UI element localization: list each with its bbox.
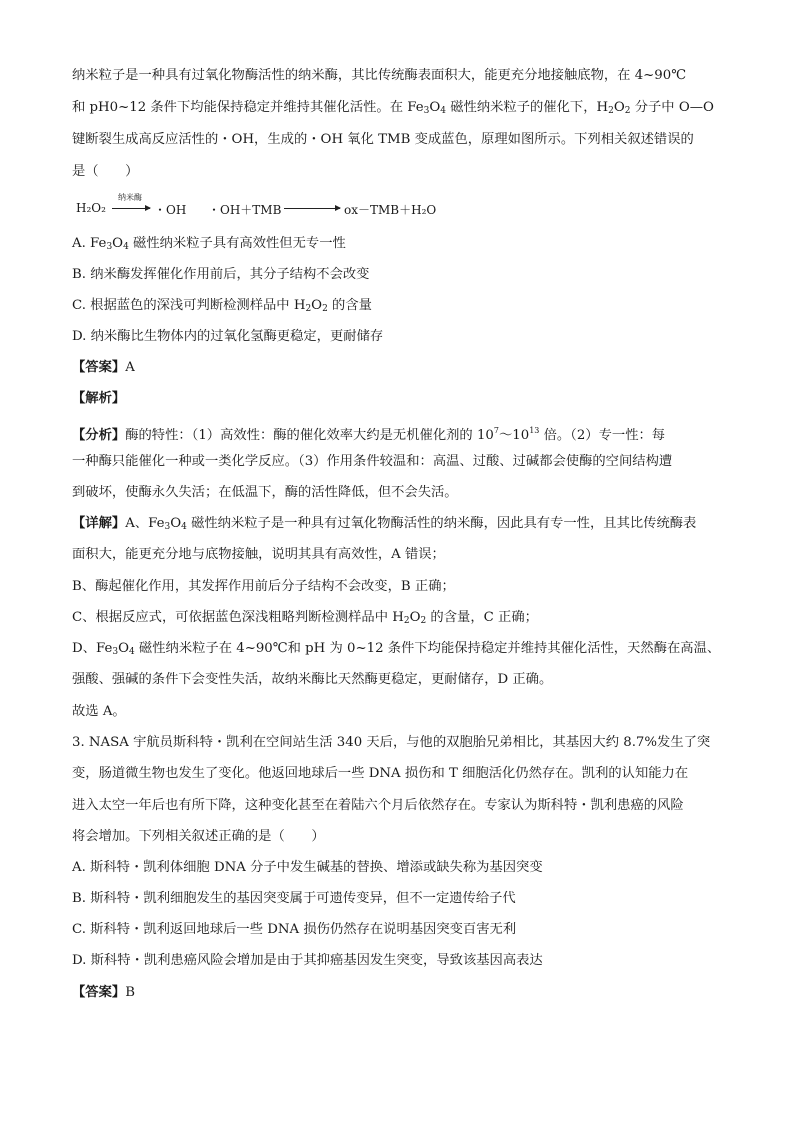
analysis-line-2: 一种酶只能催化一种或一类化学反应。（3）作用条件较温和：高温、过酸、过碱都会使酶的空间结构遭 [72, 454, 673, 469]
q3-stem-line-1: 3. NASA 宇航员斯科特・凯利在空间站生活 340 天后，与他的双胞胎兄弟相比，其基因大约 8.7%发生了突 [72, 735, 711, 750]
q2-option-b: B. 纳米酶发挥催化作用前后，其分子结构不会改变 [72, 267, 370, 282]
q2-option-c: C. 根据蓝色的深浅可判断检测样品中 $H_2O_2$ 的含量 [72, 298, 372, 314]
reaction-right-products: ox－TMB＋H₂O [344, 203, 437, 217]
q3-stem-line-3: 进入太空一年后也有所下降，这种变化甚至在着陆六个月后依然存在。专家认为斯科特・凯利患癌的风险 [72, 798, 684, 813]
q2-stem-line-2: 和 pH0~12 条件下均能保持稳定并维持其催化活性。在 $Fe_3O_4$ 磁性纳米粒子的催化下，$H_2O_2$ 分子中 O—O [72, 100, 714, 116]
q2-answer: 【答案】A [72, 360, 135, 375]
reaction-left-product: ・OH [154, 203, 187, 217]
q2-stem-line-4: 是（ ） [72, 164, 139, 179]
reaction-arrow-2 [284, 208, 340, 209]
detail-conclusion: 故选 A。 [72, 704, 126, 719]
q3-option-a: A. 斯科特・凯利体细胞 DNA 分子中发生碱基的替换、增添或缺失称为基因突变 [72, 860, 543, 875]
analysis-line-3: 到破坏，使酶永久失活；在低温下，酶的活性降低，但不会失活。 [72, 485, 458, 500]
detail-line-b: B、酶起催化作用，其发挥作用前后分子结构不会改变，B 正确； [72, 579, 455, 594]
q3-option-d: D. 斯科特・凯利患癌风险会增加是由于其抑癌基因发生突变，导致该基因高表达 [72, 953, 543, 968]
reaction-arrow-1 [112, 208, 150, 209]
q3-answer: 【答案】B [72, 985, 135, 1000]
q2-option-d: D. 纳米酶比生物体内的过氧化氢酶更稳定，更耐储存 [72, 329, 384, 344]
detail-line-d1: D、$Fe_3O_4$ 磁性纳米粒子在 4~90℃和 pH 为 0~12 条件下均能保持稳定并维持其催化活性，天然酶在高温、 [72, 641, 721, 657]
reaction-left-reactant: H₂O₂ [76, 201, 106, 215]
analysis-heading: 【解析】 [72, 391, 126, 406]
analysis-line-1: 【分析】酶的特性：（1）高效性：酶的催化效率大约是无机催化剂的 $10^7\sim 10^{13}$ 倍。（2）专一性：每 [72, 426, 666, 443]
detail-line-c: C、根据反应式，可依据蓝色深浅粗略判断检测样品中 $H_2O_2$ 的含量，C 正确； [72, 610, 538, 626]
reaction-right-reactants: ・OH＋TMB [208, 203, 282, 217]
q2-stem-line-1: 纳米粒子是一种具有过氧化物酶活性的纳米酶，其比传统酶表面积大，能更充分地接触底物，在 4~90℃ [72, 68, 687, 83]
q3-option-c: C. 斯科特・凯利返回地球后一些 DNA 损伤仍然存在说明基因突变百害无利 [72, 922, 517, 937]
q3-option-b: B. 斯科特・凯利细胞发生的基因突变属于可遗传变异，但不一定遗传给子代 [72, 891, 516, 906]
detail-line-a1: 【详解】A、$Fe_3O_4$ 磁性纳米粒子是一种具有过氧化物酶活性的纳米酶，因此具有专一性，且其比传统酶表 [72, 516, 697, 532]
detail-line-a2: 面积大，能更充分地与底物接触，说明其具有高效性，A 错误； [72, 547, 445, 562]
q2-option-a: A. $Fe_3O_4$ 磁性纳米粒子具有高效性但无专一性 [72, 236, 346, 252]
q3-stem-line-2: 变，肠道微生物也发生了变化。他返回地球后一些 DNA 损伤和 T 细胞活化仍然存在。凯利的认知能力在 [72, 766, 689, 781]
reaction-catalyst-label: 纳米酶 [118, 193, 142, 202]
q3-stem-line-4: 将会增加。下列相关叙述正确的是（ ） [72, 829, 325, 844]
detail-line-d2: 强酸、强碱的条件下会变性失活，故纳米酶比天然酶更稳定，更耐储存，D 正确。 [72, 672, 553, 687]
q2-stem-line-3: 键断裂生成高反应活性的・OH，生成的・OH 氧化 TMB 变成蓝色，原理如图所示。下列相关叙述错误的 [72, 132, 694, 147]
reaction-scheme [76, 193, 456, 220]
